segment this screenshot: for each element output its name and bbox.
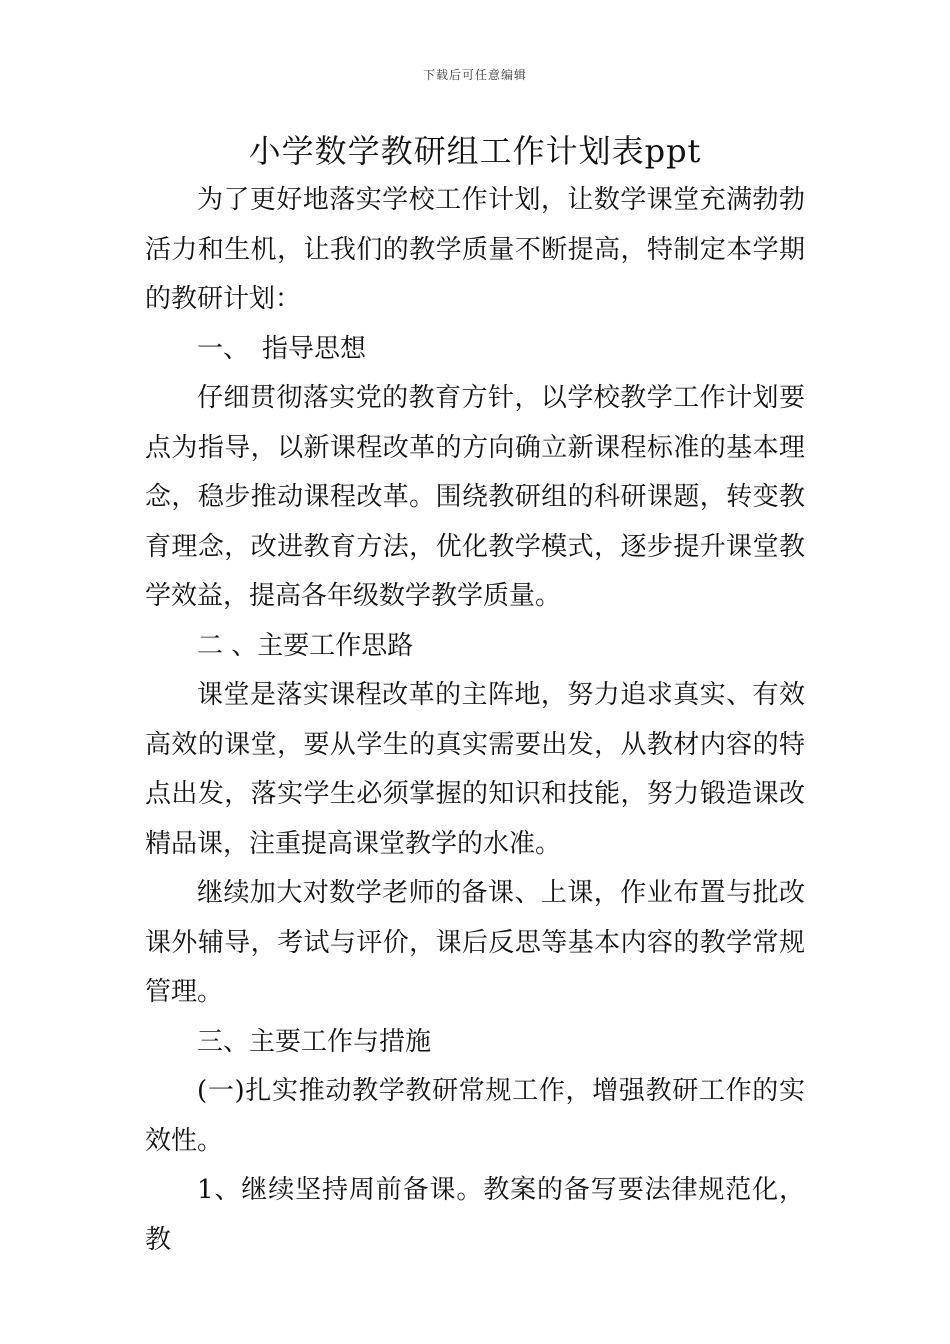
document-title: 小学数学教研组工作计划表ppt (248, 132, 702, 170)
subsection-heading: (一)扎实推动教学教研常规工作，增强教研工作的实效性。 (145, 1076, 805, 1156)
body-paragraph: 1、继续坚持周前备课。教案的备写要法律规范化，教 (145, 1175, 805, 1255)
body-paragraph: 课堂是落实课程改革的主阵地，努力追求真实、有效高效的课堂，要从学生的真实需要出发，从教材内容的特点出发，落实学生必须掌握的知识和技能，努力锻造课改精品课，注重提高课堂教学的水准。 (145, 680, 805, 859)
page-header-note: 下载后可任意编辑 (422, 68, 527, 82)
intro-paragraph: 为了更好地落实学校工作计划，让数学课堂充满勃勃活力和生机，让我们的教学质量不断提高，特制定本学期的教研计划： (145, 185, 805, 314)
section-heading-1: 一、 指导思想 (197, 333, 367, 364)
document-body (145, 176, 805, 1265)
section-heading-2: 二 、主要工作思路 (197, 630, 414, 661)
body-paragraph: 仔细贯彻落实党的教育方针，以学校教学工作计划要点为指导，以新课程改革的方向确立新课程标准的基本理念，稳步推动课程改革。围绕教研组的科研课题，转变教育理念，改进教育方法，优化教学模式，逐步提升课堂教学效益，提高各年级数学教学质量。 (145, 383, 805, 611)
section-heading-3: 三、主要工作与措施 (197, 1026, 432, 1057)
body-paragraph: 继续加大对数学老师的备课、上课，作业布置与批改课外辅导，考试与评价，课后反思等基本内容的教学常规管理。 (145, 878, 805, 1007)
